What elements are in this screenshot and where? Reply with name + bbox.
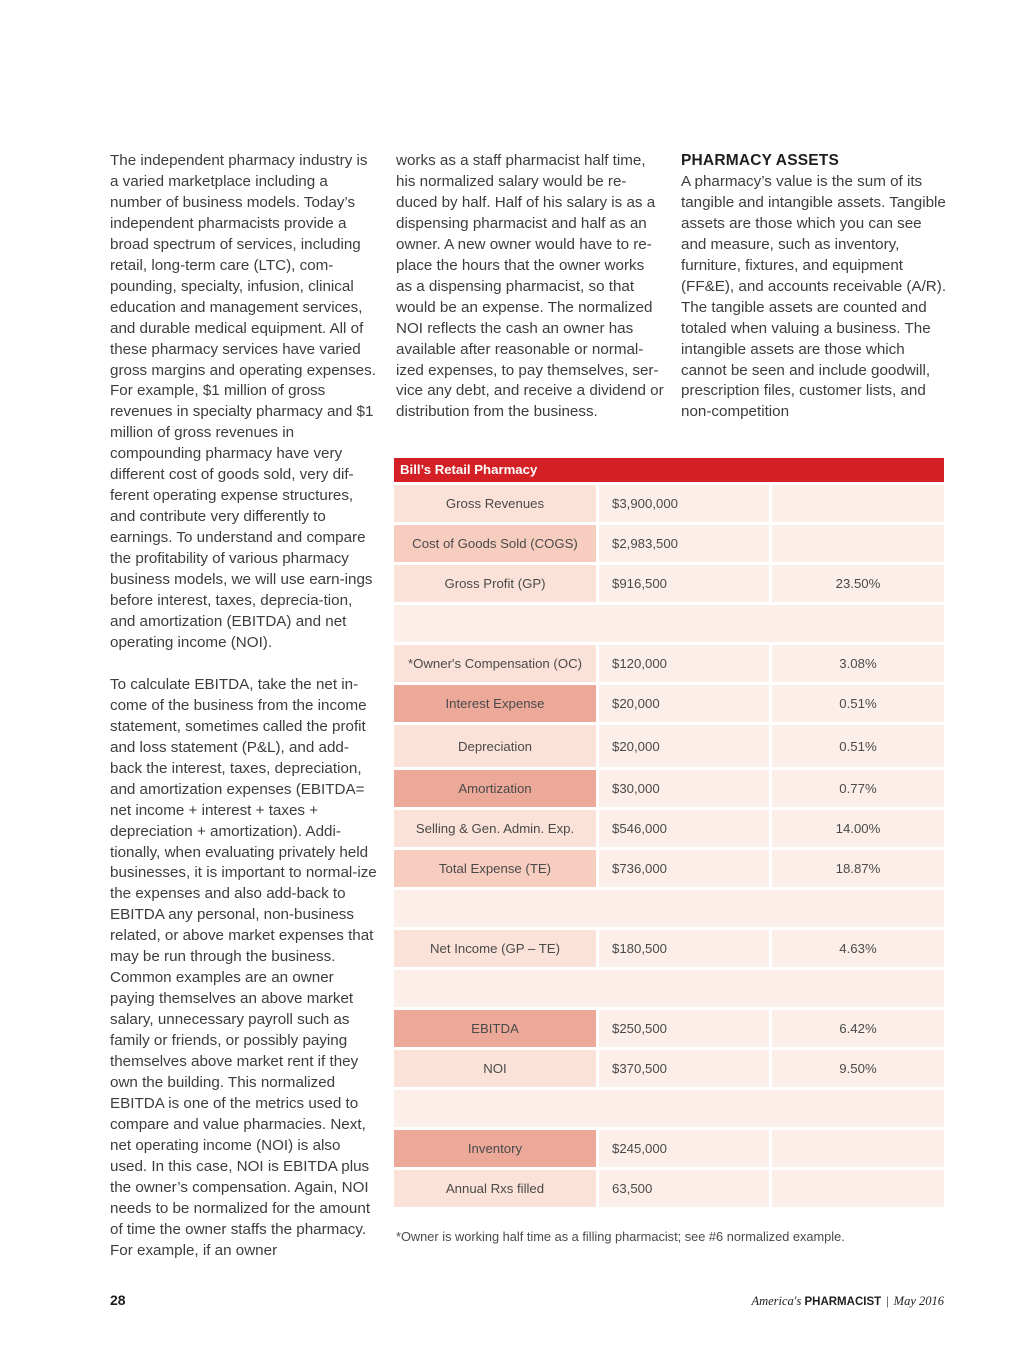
text-column-1 (110, 151, 378, 1262)
magazine-name: PHARMACIST (804, 1296, 882, 1308)
financial-table (394, 458, 944, 1207)
table-row (394, 770, 944, 807)
table-footnote: *Owner is working half time as a filling pharmacist; see #6 normalized example. (396, 1229, 845, 1244)
row-percent: 23.50% (772, 565, 944, 602)
row-amount: 63,500 (599, 1170, 769, 1207)
table-spacer-row (394, 605, 944, 642)
row-percent (772, 485, 944, 522)
table-row (394, 645, 944, 682)
paragraph: To calculate EBITDA, take the net in-come of the business from the income statement, sometimes called the profit and loss statement (P&L), and add-back the interest, taxes, depreciation, and amortization expenses (EBITDA= net income + interest + taxes + depreciation + amortization). Addi-tionally, when evaluating privately held businesses, it is important to normal-ize the expenses and also add-back to EBITDA any personal, non-business related, or above market expenses that may be run through the business. Common examples are an owner paying themselves an above market salary, unnecessary payroll such as family or friends, or possibly paying themselves above market rent if they own the building. This normalized EBITDA is one of the metrics used to compare and value pharmacies. Next, net operating income (NOI) is also used. In this case, NOI is EBITDA plus the owner’s compensation. Again, NOI needs to be normalized for the amount of time the owner staffs the pharmacy. For example, if an owner (110, 675, 377, 1259)
paragraph: The independent pharmacy industry is a varied marketplace including a number of business models. Today’s independent pharmacists provide a broad spectrum of services, including retail, long-term care (LTC), com-pounding, specialty, infusion, clinical education and management services, and durable medical equipment. All of these pharmacy services have varied gross margins and operating expenses. For example, $1 million of gross revenues in specialty pharmacy and $1 million of gross revenues in compounding pharmacy have very different cost of goods sold, very dif-ferent operating expense structures, and contribute very differently to earnings. To understand and compare the profitability of various pharmacy business models, we will use earn-ings before interest, taxes, deprecia-tion, and amortization (EBITDA) and net operating income (NOI). (110, 152, 376, 651)
row-label: Amortization (394, 770, 596, 807)
footer-separator: | (886, 1294, 889, 1308)
row-label: Annual Rxs filled (394, 1170, 596, 1207)
row-amount: $546,000 (599, 810, 769, 847)
magazine-prefix: America's (751, 1294, 802, 1308)
table-row (394, 930, 944, 967)
row-percent: 0.77% (772, 770, 944, 807)
table-title: Bill’s Retail Pharmacy (394, 458, 944, 482)
table-row (394, 1170, 944, 1207)
row-amount: $30,000 (599, 770, 769, 807)
table-row (394, 565, 944, 602)
row-label: Net Income (GP – TE) (394, 930, 596, 967)
table-spacer-row (394, 1090, 944, 1127)
paragraph: works as a staff pharmacist half time, his normalized salary would be re-duced by half. Half of his salary is as a dispensing pharmacist and half as an owner. A new owner would have to re-place the hours that the owner works as a dispensing pharmacist, so that would be an expense. The normalized NOI reflects the cash an owner has available after reasonable or normal-ized expenses, to pay themselves, ser-vice any debt, and receive a dividend or distribution from the business. (396, 152, 664, 421)
page-number: 28 (110, 1292, 126, 1308)
table-row (394, 850, 944, 887)
row-percent: 0.51% (772, 725, 944, 767)
table-row (394, 1010, 944, 1047)
row-amount: $3,900,000 (599, 485, 769, 522)
table-row (394, 1130, 944, 1167)
row-percent: 14.00% (772, 810, 944, 847)
row-percent: 18.87% (772, 850, 944, 887)
row-label: Cost of Goods Sold (COGS) (394, 525, 596, 562)
row-percent: 3.08% (772, 645, 944, 682)
row-percent (772, 1130, 944, 1167)
row-amount: $250,500 (599, 1010, 769, 1047)
row-label: Inventory (394, 1130, 596, 1167)
text-column-2 (396, 151, 664, 423)
row-label: Selling & Gen. Admin. Exp. (394, 810, 596, 847)
row-percent: 6.42% (772, 1010, 944, 1047)
publication-footer (751, 1294, 944, 1309)
table-row (394, 485, 944, 522)
row-percent (772, 525, 944, 562)
table-spacer-row (394, 890, 944, 927)
issue-date: May 2016 (893, 1294, 944, 1308)
paragraph: A pharmacy’s value is the sum of its tangible and intangible assets. Tangible assets are those which you can see and measure, such as inventory, furniture, fixtures, and equipment (FF&E), and accounts receivable (A/R). The tangible assets are counted and totaled when valuing a business. The intangible assets are those which cannot be seen and include goodwill, prescription files, customer lists, and non-competition (681, 172, 947, 421)
row-label: Interest Expense (394, 685, 596, 722)
row-amount: $736,000 (599, 850, 769, 887)
table-row (394, 1050, 944, 1087)
row-amount: $120,000 (599, 645, 769, 682)
row-amount: $20,000 (599, 685, 769, 722)
table-spacer-row (394, 970, 944, 1007)
row-amount: $20,000 (599, 725, 769, 767)
table-row (394, 810, 944, 847)
row-label: Total Expense (TE) (394, 850, 596, 887)
row-amount: $2,983,500 (599, 525, 769, 562)
row-percent: 0.51% (772, 685, 944, 722)
row-amount: $916,500 (599, 565, 769, 602)
row-amount: $370,500 (599, 1050, 769, 1087)
text-column-3 (681, 151, 951, 423)
row-amount: $245,000 (599, 1130, 769, 1167)
row-label: *Owner's Compensation (OC) (394, 645, 596, 682)
row-amount: $180,500 (599, 930, 769, 967)
row-percent: 9.50% (772, 1050, 944, 1087)
row-label: Depreciation (394, 725, 596, 767)
row-label: EBITDA (394, 1010, 596, 1047)
table-row (394, 725, 944, 767)
row-label: Gross Profit (GP) (394, 565, 596, 602)
section-heading: PHARMACY ASSETS (681, 152, 840, 169)
row-label: NOI (394, 1050, 596, 1087)
table-row (394, 685, 944, 722)
row-percent (772, 1170, 944, 1207)
table-row (394, 525, 944, 562)
row-percent: 4.63% (772, 930, 944, 967)
row-label: Gross Revenues (394, 485, 596, 522)
